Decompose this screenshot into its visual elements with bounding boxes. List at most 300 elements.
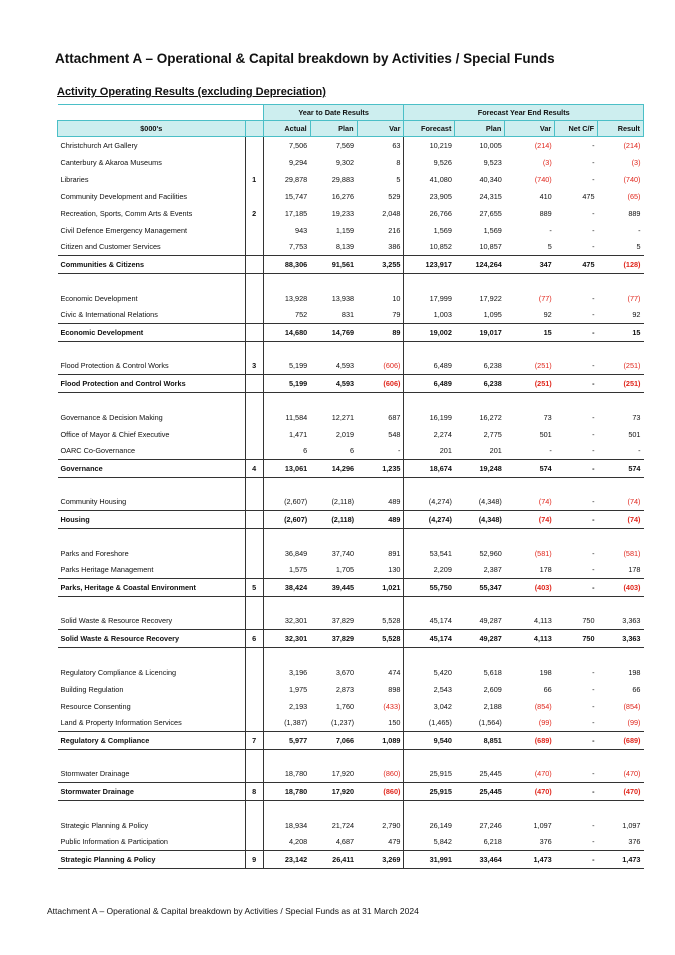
cell-fye-plan: 33,464	[455, 851, 505, 869]
cell-fye-plan: 2,188	[483, 701, 502, 711]
note-ref: 3	[245, 358, 263, 375]
cell-net-cf: -	[592, 208, 595, 218]
spacer-cell	[58, 529, 246, 545]
cell-ytd-var: 489	[357, 494, 404, 511]
subtotal-row	[58, 256, 644, 274]
cell-ytd-var: 10	[357, 290, 404, 307]
spacer-row	[58, 648, 644, 664]
cell-forecast: 45,174	[404, 630, 455, 648]
spacer-row	[58, 597, 644, 613]
cell-fye-var: (74)	[538, 497, 552, 507]
cell-actual: (1,387)	[284, 718, 308, 728]
cell-actual: 9,294	[288, 157, 308, 167]
spacer-cell	[555, 648, 598, 664]
cell-net-cf: -	[555, 783, 598, 801]
table-row	[58, 290, 644, 307]
spacer-cell	[404, 342, 455, 358]
cell-net-cf: -	[555, 579, 598, 597]
cell-ytd-var: 898	[357, 681, 404, 698]
note-ref	[245, 545, 263, 562]
cell-net-cf: -	[555, 375, 598, 393]
cell-ytd-plan: 1,705	[335, 565, 355, 575]
cell-result: -	[638, 225, 641, 235]
cell-net-cf: -	[592, 293, 595, 303]
cell-fye-plan: 27,246	[479, 820, 502, 830]
spacer-cell	[263, 750, 310, 766]
spacer-row	[58, 801, 644, 817]
cell-actual: 18,934	[284, 820, 308, 830]
cell-fye-var: (251)	[505, 375, 555, 393]
table-row	[58, 222, 644, 239]
cell-fye-plan: 19,248	[455, 460, 505, 478]
cell-ytd-plan: 14,296	[310, 460, 357, 478]
cell-forecast: 10,219	[429, 140, 452, 150]
cell-fye-var: (3)	[542, 157, 552, 167]
note-ref: 9	[245, 851, 263, 869]
activity-name: Strategic Planning & Policy	[58, 851, 246, 869]
spacer-cell	[404, 750, 455, 766]
cell-ytd-plan: 37,829	[331, 616, 355, 626]
note-ref: 4	[245, 460, 263, 478]
activity-name: Citizen and Customer Services	[60, 242, 161, 252]
cell-actual: 18,780	[284, 769, 308, 779]
spacer-cell	[404, 393, 455, 409]
spacer-cell	[555, 597, 598, 613]
cell-result: (251)	[623, 361, 641, 371]
spacer-cell	[455, 393, 505, 409]
cell-ytd-var: 548	[357, 426, 404, 443]
cell-fye-var: 889	[539, 208, 552, 218]
cell-fye-plan: 1,569	[483, 225, 502, 235]
spacer-cell	[310, 393, 357, 409]
note-ref	[245, 681, 263, 698]
note-ref	[245, 307, 263, 324]
cell-fye-plan: (1,564)	[478, 718, 502, 728]
spacer-cell	[263, 801, 310, 817]
activity-name: Housing	[58, 511, 246, 529]
note-ref	[245, 715, 263, 732]
note-ref	[245, 290, 263, 307]
activity-name: Civil Defence Emergency Management	[60, 225, 188, 235]
cell-fye-plan: 124,264	[455, 256, 505, 274]
spacer-row	[58, 750, 644, 766]
cell-forecast: 45,174	[429, 616, 452, 626]
subtotal-row	[58, 851, 644, 869]
cell-net-cf: 750	[555, 630, 598, 648]
subtotal-row	[58, 375, 644, 393]
cell-fye-var: (470)	[534, 769, 552, 779]
cell-ytd-var: 3,255	[357, 256, 404, 274]
cell-actual: 23,142	[263, 851, 310, 869]
cell-forecast: 53,541	[429, 548, 452, 558]
spacer-cell	[245, 478, 263, 494]
cell-forecast: 6,489	[433, 361, 452, 371]
cell-net-cf: -	[592, 701, 595, 711]
activity-name: Governance	[58, 460, 246, 478]
cell-actual: 17,185	[284, 208, 308, 218]
table-row	[58, 443, 644, 460]
cell-fye-var: 1,473	[505, 851, 555, 869]
subtotal-row	[58, 324, 644, 342]
note-ref	[245, 222, 263, 239]
spacer-cell	[357, 648, 404, 664]
cell-ytd-plan: 7,569	[335, 140, 355, 150]
cell-ytd-plan: (1,237)	[330, 718, 355, 728]
cell-result: 73	[632, 412, 641, 422]
table-row	[58, 358, 644, 375]
cell-result: 1,473	[598, 851, 644, 869]
cell-result: (251)	[598, 375, 644, 393]
cell-ytd-var: 2,048	[357, 205, 404, 222]
spacer-cell	[598, 393, 644, 409]
spacer-cell	[245, 597, 263, 613]
note-ref	[245, 698, 263, 715]
cell-fye-var: 5	[547, 242, 552, 252]
cell-ytd-var: 687	[357, 409, 404, 426]
cell-ytd-plan: 831	[341, 310, 355, 320]
activity-name: Christchurch Art Gallery	[60, 140, 138, 150]
cell-actual: 5,199	[288, 361, 308, 371]
cell-ytd-var: (606)	[357, 375, 404, 393]
activity-name: Flood Protection and Control Works	[58, 375, 246, 393]
cell-result: (74)	[598, 511, 644, 529]
cell-ytd-plan: 13,938	[331, 293, 355, 303]
subtotal-row	[58, 630, 644, 648]
cell-actual: 752	[295, 310, 308, 320]
cell-net-cf: -	[592, 565, 595, 575]
activity-name: Strategic Planning & Policy	[60, 820, 149, 830]
cell-fye-plan: 2,609	[483, 684, 502, 694]
cell-forecast: 6,489	[404, 375, 455, 393]
cell-result: (128)	[598, 256, 644, 274]
cell-forecast: 9,526	[433, 157, 452, 167]
cell-ytd-var: 474	[357, 664, 404, 681]
cell-net-cf: -	[555, 460, 598, 478]
cell-forecast: 26,149	[429, 820, 452, 830]
cell-net-cf: -	[592, 548, 595, 558]
note-ref: 8	[245, 783, 263, 801]
cell-forecast: (1,465)	[428, 718, 452, 728]
spacer-cell	[404, 648, 455, 664]
cell-forecast: 201	[439, 446, 452, 456]
col-header-actual: Actual	[263, 121, 310, 137]
cell-fye-var: (99)	[538, 718, 552, 728]
spacer-cell	[263, 648, 310, 664]
cell-result: (740)	[623, 174, 641, 184]
cell-net-cf: -	[592, 225, 595, 235]
cell-ytd-plan: 9,302	[335, 157, 355, 167]
spacer-cell	[245, 529, 263, 545]
activity-name: Regulatory & Compliance	[58, 732, 246, 750]
group-header-blank	[58, 105, 264, 121]
col-header-fye-var: Var	[505, 121, 555, 137]
spacer-cell	[245, 393, 263, 409]
spacer-cell	[58, 342, 246, 358]
cell-fye-plan: 8,851	[455, 732, 505, 750]
cell-ytd-var: 1,235	[357, 460, 404, 478]
activity-name: Land & Property Information Services	[60, 718, 182, 728]
cell-ytd-plan: 17,920	[331, 769, 355, 779]
cell-fye-plan: 6,218	[483, 837, 502, 847]
spacer-cell	[357, 274, 404, 290]
cell-forecast: 5,842	[433, 837, 452, 847]
cell-net-cf: -	[592, 361, 595, 371]
cell-actual: (2,607)	[284, 497, 308, 507]
cell-ytd-var: 891	[357, 545, 404, 562]
cell-result: (854)	[623, 701, 641, 711]
spacer-cell	[263, 393, 310, 409]
cell-net-cf: -	[592, 174, 595, 184]
spacer-cell	[58, 801, 246, 817]
table-row	[58, 171, 644, 188]
cell-result: (65)	[627, 191, 641, 201]
activity-name: Stormwater Drainage	[60, 769, 130, 779]
table-row	[58, 188, 644, 205]
subtotal-row	[58, 511, 644, 529]
spacer-row	[58, 274, 644, 290]
activity-name: Flood Protection & Control Works	[60, 361, 169, 371]
cell-ytd-var: 489	[357, 511, 404, 529]
note-ref	[245, 256, 263, 274]
cell-fye-plan: (4,348)	[455, 511, 505, 529]
cell-forecast: 16,199	[429, 412, 452, 422]
cell-net-cf: -	[555, 851, 598, 869]
cell-actual: 2,193	[288, 701, 308, 711]
table-row	[58, 817, 644, 834]
spacer-row	[58, 342, 644, 358]
spacer-cell	[245, 274, 263, 290]
group-header-row	[58, 105, 644, 121]
spacer-cell	[505, 274, 555, 290]
note-ref	[245, 409, 263, 426]
cell-fye-plan: 5,618	[483, 667, 502, 677]
spacer-cell	[357, 342, 404, 358]
spacer-cell	[357, 597, 404, 613]
cell-ytd-plan: 17,920	[310, 783, 357, 801]
spacer-cell	[310, 342, 357, 358]
activity-name: OARC Co-Governance	[60, 446, 136, 456]
cell-forecast: 19,002	[404, 324, 455, 342]
cell-ytd-var: 1,021	[357, 579, 404, 597]
cell-ytd-plan: 1,760	[335, 701, 355, 711]
cell-forecast: 55,750	[404, 579, 455, 597]
spacer-cell	[245, 801, 263, 817]
cell-ytd-var: 79	[357, 307, 404, 324]
cell-ytd-plan: 21,724	[331, 820, 355, 830]
spacer-cell	[263, 274, 310, 290]
cell-ytd-var: (860)	[357, 783, 404, 801]
cell-ytd-plan: 29,883	[331, 174, 355, 184]
cell-result: 501	[628, 429, 641, 439]
activity-name: Parks Heritage Management	[60, 565, 154, 575]
cell-fye-var: 92	[543, 310, 552, 320]
cell-actual: (2,607)	[263, 511, 310, 529]
cell-fye-var: 4,113	[534, 616, 552, 626]
spacer-cell	[58, 393, 246, 409]
note-ref	[245, 426, 263, 443]
table-row	[58, 154, 644, 171]
note-ref	[245, 613, 263, 630]
table-row	[58, 715, 644, 732]
spacer-cell	[263, 342, 310, 358]
note-ref: 7	[245, 732, 263, 750]
section-subtitle: Activity Operating Results (excluding Depreciation)	[57, 86, 326, 98]
cell-result: 3,363	[598, 630, 644, 648]
table-row	[58, 545, 644, 562]
spacer-cell	[598, 597, 644, 613]
cell-fye-plan: 52,960	[479, 548, 502, 558]
cell-fye-var: 574	[505, 460, 555, 478]
column-header-row	[58, 121, 644, 137]
cell-actual: 29,878	[284, 174, 308, 184]
cell-net-cf: -	[592, 718, 595, 728]
cell-ytd-plan: 12,271	[331, 412, 355, 422]
cell-fye-var: 4,113	[505, 630, 555, 648]
table-row	[58, 834, 644, 851]
cell-actual: 32,301	[263, 630, 310, 648]
cell-forecast: 41,080	[429, 174, 452, 184]
spacer-cell	[455, 478, 505, 494]
cell-forecast: 26,766	[429, 208, 452, 218]
spacer-row	[58, 393, 644, 409]
cell-net-cf: 750	[582, 616, 595, 626]
note-ref	[245, 324, 263, 342]
cell-result: 889	[628, 208, 641, 218]
cell-actual: 18,780	[263, 783, 310, 801]
spacer-cell	[58, 597, 246, 613]
cell-ytd-var: 529	[357, 188, 404, 205]
activity-name: Canterbury & Akaroa Museums	[60, 157, 162, 167]
cell-ytd-plan: 26,411	[310, 851, 357, 869]
table-row	[58, 698, 644, 715]
cell-fye-var: 66	[543, 684, 552, 694]
cell-ytd-plan: 4,687	[335, 837, 355, 847]
cell-fye-var: 410	[539, 191, 552, 201]
cell-forecast: (4,274)	[404, 511, 455, 529]
note-ref	[245, 562, 263, 579]
cell-ytd-var: (433)	[357, 698, 404, 715]
cell-fye-plan: 2,387	[483, 565, 502, 575]
spacer-cell	[58, 478, 246, 494]
cell-actual: 7,753	[288, 242, 308, 252]
cell-ytd-plan: 4,593	[310, 375, 357, 393]
cell-ytd-plan: 91,561	[310, 256, 357, 274]
spacer-cell	[555, 393, 598, 409]
note-ref	[245, 834, 263, 851]
activity-name: Community Housing	[60, 497, 127, 507]
cell-result: 66	[632, 684, 641, 694]
cell-ytd-plan: 14,769	[310, 324, 357, 342]
cell-result: (581)	[623, 548, 641, 558]
spacer-cell	[455, 597, 505, 613]
cell-ytd-var: 5,528	[357, 630, 404, 648]
cell-net-cf: -	[592, 242, 595, 252]
activity-name: Governance & Decision Making	[60, 412, 163, 422]
spacer-cell	[555, 274, 598, 290]
fye-group-header: Forecast Year End Results	[404, 105, 644, 121]
subtotal-row	[58, 732, 644, 750]
cell-fye-plan: 25,445	[479, 769, 502, 779]
spacer-cell	[310, 750, 357, 766]
operating-results-table	[57, 104, 644, 869]
cell-net-cf: -	[592, 837, 595, 847]
cell-actual: 14,680	[263, 324, 310, 342]
cell-forecast: 10,852	[429, 242, 452, 252]
spacer-cell	[404, 529, 455, 545]
cell-ytd-var: 479	[357, 834, 404, 851]
cell-fye-plan: 49,287	[455, 630, 505, 648]
spacer-cell	[245, 648, 263, 664]
cell-result: (99)	[627, 718, 641, 728]
cell-fye-plan: 19,017	[455, 324, 505, 342]
cell-result: 92	[632, 310, 641, 320]
activity-name: Parks and Foreshore	[60, 548, 129, 558]
cell-fye-plan: 16,272	[479, 412, 502, 422]
cell-result: (470)	[623, 769, 641, 779]
spacer-cell	[357, 801, 404, 817]
cell-ytd-plan: 19,233	[331, 208, 355, 218]
activity-name: Economic Development	[60, 293, 138, 303]
spacer-cell	[505, 597, 555, 613]
note-ref: 5	[245, 579, 263, 597]
cell-ytd-plan: 3,670	[335, 667, 355, 677]
note-ref	[245, 154, 263, 171]
subtotal-row	[58, 579, 644, 597]
cell-forecast: 17,999	[429, 293, 452, 303]
cell-ytd-var: 2,790	[357, 817, 404, 834]
spacer-cell	[245, 750, 263, 766]
spacer-cell	[598, 750, 644, 766]
spacer-cell	[58, 648, 246, 664]
page-title: Attachment A – Operational & Capital breakdown by Activities / Special Funds	[55, 51, 555, 66]
spacer-cell	[505, 750, 555, 766]
cell-ytd-var: (860)	[357, 766, 404, 783]
cell-fye-plan: (4,348)	[478, 497, 502, 507]
cell-result: (689)	[598, 732, 644, 750]
spacer-row	[58, 478, 644, 494]
table-row	[58, 494, 644, 511]
cell-actual: 3,196	[288, 667, 308, 677]
cell-net-cf: -	[555, 732, 598, 750]
spacer-cell	[357, 529, 404, 545]
cell-fye-var: (689)	[505, 732, 555, 750]
cell-fye-plan: 2,775	[483, 429, 502, 439]
cell-fye-var: 376	[539, 837, 552, 847]
table-row	[58, 562, 644, 579]
spacer-cell	[505, 478, 555, 494]
cell-forecast: 9,540	[404, 732, 455, 750]
table-row	[58, 681, 644, 698]
spacer-cell	[598, 342, 644, 358]
spacer-cell	[555, 529, 598, 545]
cell-fye-var: 178	[539, 565, 552, 575]
cell-fye-plan: 24,315	[479, 191, 502, 201]
cell-actual: 13,928	[284, 293, 308, 303]
cell-fye-var: (214)	[534, 140, 552, 150]
cell-ytd-var: (606)	[357, 358, 404, 375]
spacer-cell	[263, 529, 310, 545]
cell-result: (3)	[631, 157, 641, 167]
cell-actual: 5,199	[263, 375, 310, 393]
cell-net-cf: -	[592, 140, 595, 150]
cell-fye-var: (74)	[505, 511, 555, 529]
spacer-cell	[357, 750, 404, 766]
cell-actual: 11,584	[285, 412, 308, 422]
cell-fye-plan: 27,655	[479, 208, 502, 218]
spacer-cell	[555, 750, 598, 766]
cell-actual: 15,747	[284, 191, 308, 201]
cell-forecast: 23,905	[429, 191, 452, 201]
